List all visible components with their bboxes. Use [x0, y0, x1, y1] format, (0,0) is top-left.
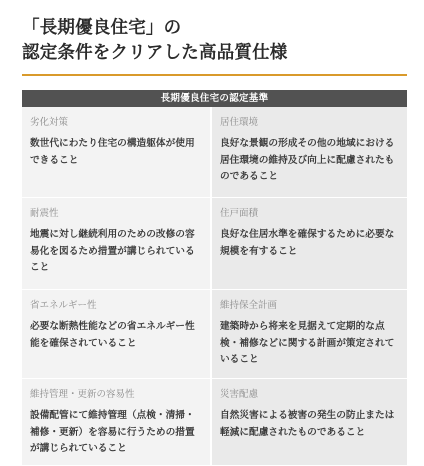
page-title-line-2: 認定条件をクリアした高品質仕様	[22, 43, 288, 63]
page-title	[22, 16, 402, 66]
certification-criteria-table	[22, 90, 407, 466]
criteria-heading: 維持保全計画	[220, 300, 278, 311]
criteria-cell-floor-area	[212, 198, 407, 290]
criteria-cell-earthquake-resistance	[22, 198, 210, 290]
criteria-body: 良好な景観の形成その他の地域における居住環境の維持及び向上に配慮されたものであること	[220, 138, 395, 182]
page-title-line-1: 「長期優良住宅」の	[22, 18, 182, 38]
criteria-heading: 居住環境	[220, 117, 259, 128]
criteria-grid	[22, 107, 407, 466]
criteria-cell-living-environment	[212, 107, 407, 198]
table-header: 長期優良住宅の認定基準	[22, 90, 407, 107]
criteria-body: 数世代にわたり住宅の構造躯体が使用できること	[30, 138, 195, 166]
criteria-heading: 災害配慮	[220, 389, 259, 400]
criteria-body: 良好な住居水準を確保するために必要な規模を有すること	[220, 229, 395, 257]
criteria-cell-maintenance-ease	[22, 379, 210, 466]
criteria-body: 設備配管にて維持管理（点検・清掃・補修・更新）を容易に行うための措置が講じられていること	[30, 410, 195, 454]
criteria-heading: 省エネルギー性	[30, 300, 97, 311]
criteria-cell-energy-saving	[22, 290, 210, 379]
criteria-heading: 住戸面積	[220, 208, 259, 219]
criteria-heading: 劣化対策	[30, 117, 69, 128]
criteria-body: 自然災害による被害の発生の防止または軽減に配慮されたものであること	[220, 410, 395, 438]
criteria-cell-maintenance-plan	[212, 290, 407, 379]
accent-divider	[22, 74, 407, 76]
criteria-heading: 耐震性	[30, 208, 59, 219]
criteria-body: 建築時から将来を見据えて定期的な点検・補修などに関する計画が策定されていること	[220, 321, 395, 365]
criteria-cell-deterioration	[22, 107, 210, 198]
criteria-cell-disaster-consideration	[212, 379, 407, 466]
criteria-heading: 維持管理・更新の容易性	[30, 389, 135, 400]
criteria-body: 必要な断熱性能などの省エネルギー性能を確保されていること	[30, 321, 195, 349]
criteria-body: 地震に対し継続利用のための改修の容易化を図るため措置が講じられていること	[30, 229, 195, 273]
